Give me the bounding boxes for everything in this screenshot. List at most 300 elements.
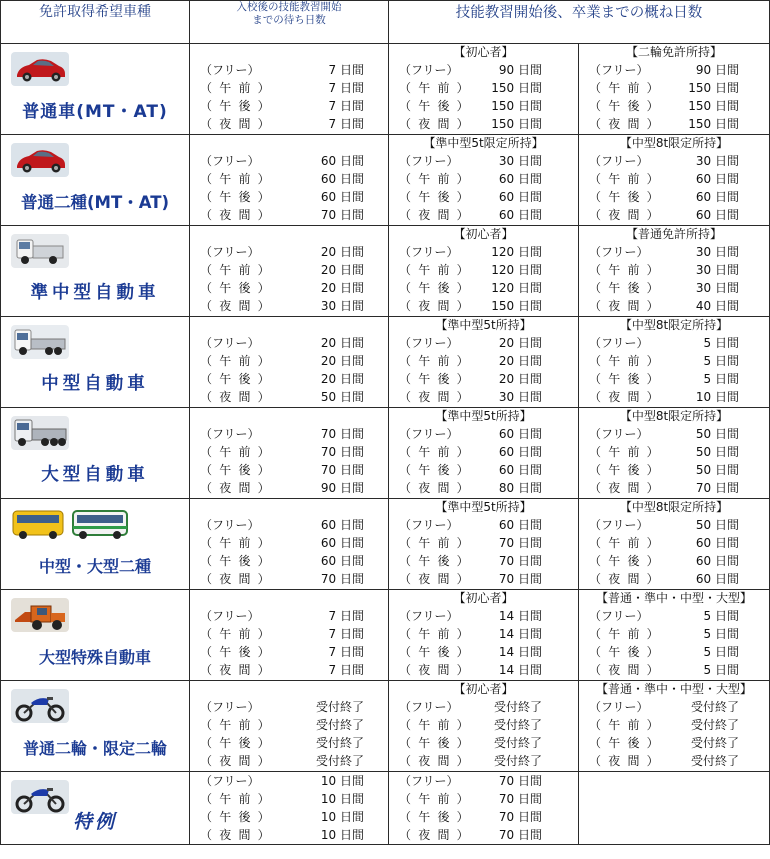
vehicle-cell [1, 590, 190, 681]
days-value: 7 日間 [328, 117, 364, 131]
time-slot-row [196, 188, 382, 206]
days-value: 20 日間 [320, 372, 364, 386]
time-slot-label: （ 午 後 ） [589, 372, 659, 386]
time-slot-label: （ 午 前 ） [589, 81, 659, 95]
large-truck-icon [11, 416, 69, 454]
time-slot-row [585, 479, 763, 497]
days-value: 受付終了 [690, 736, 739, 750]
condition-label: 【準中型5t限定所持】 [423, 136, 544, 150]
days-value: 受付終了 [493, 754, 542, 768]
vehicle-name: 普通車(MT・AT) [22, 102, 168, 122]
time-slot-label: （ 午 前 ） [200, 172, 270, 186]
days-value: 60 日間 [320, 518, 364, 532]
time-slot-label: （ 夜 間 ） [399, 572, 469, 586]
time-slot-label: （ 夜 間 ） [589, 390, 659, 404]
time-slot-label: （ 夜 間 ） [200, 117, 270, 131]
time-slot-row [395, 243, 572, 261]
time-slot-row [196, 461, 382, 479]
time-slot-label: （ 夜 間 ） [399, 390, 469, 404]
vehicle-name: 特例 [72, 811, 117, 833]
time-slot-label: （ 夜 間 ） [399, 208, 469, 222]
days-value: 50 日間 [695, 463, 739, 477]
time-slot-row [585, 752, 763, 770]
time-slot-row [395, 388, 572, 406]
days-value: 60 日間 [320, 172, 364, 186]
time-slot-label: （ 午 前 ） [200, 354, 270, 368]
days-value: 20 日間 [320, 336, 364, 350]
vehicle-name: 中型・大型二種 [38, 557, 151, 576]
days-value: 70 日間 [498, 572, 542, 586]
vehicle-row [1, 135, 770, 226]
time-slot-label: （ 夜 間 ） [589, 572, 659, 586]
days-value: 20 日間 [498, 336, 542, 350]
time-slot-row [196, 170, 382, 188]
days-value: 受付終了 [493, 718, 542, 732]
time-slot-label: （ 午 前 ） [399, 354, 469, 368]
days-value: 60 日間 [320, 536, 364, 550]
time-slot-label: （フリー） [399, 154, 459, 168]
time-slot-label: （ 午 後 ） [200, 554, 270, 568]
time-slot-label: （ 夜 間 ） [200, 663, 270, 677]
time-slot-row [585, 534, 763, 552]
days-value: 60 日間 [320, 190, 364, 204]
graduation-days-cell [389, 317, 579, 408]
time-slot-label: （ 午 後 ） [589, 736, 659, 750]
wait-days-cell [190, 408, 389, 499]
time-slot-label: （ 夜 間 ） [399, 117, 469, 131]
time-slot-row [585, 607, 763, 625]
days-value: 5 日間 [703, 627, 739, 641]
graduation-days-alt-cell [579, 499, 770, 590]
days-value: 60 日間 [320, 154, 364, 168]
graduation-days-cell [389, 772, 579, 845]
time-slot-row [585, 716, 763, 734]
time-slot-row [196, 516, 382, 534]
time-slot-label: （ 午 後 ） [399, 463, 469, 477]
time-slot-row [196, 734, 382, 752]
time-slot-label: （ 夜 間 ） [200, 572, 270, 586]
time-slot-row [395, 97, 572, 115]
time-slot-label: （ 午 後 ） [200, 736, 270, 750]
time-slot-label: （ 夜 間 ） [200, 299, 270, 313]
time-slot-row [395, 370, 572, 388]
time-slot-label: （フリー） [399, 609, 459, 623]
vehicle-name: 中型自動車 [41, 374, 149, 394]
time-slot-row [196, 79, 382, 97]
wait-days-cell [190, 681, 389, 772]
time-slot-row [585, 61, 763, 79]
time-slot-row [585, 698, 763, 716]
vehicle-name: 大型特殊自動車 [38, 648, 151, 667]
time-slot-row [585, 206, 763, 224]
time-slot-row [585, 516, 763, 534]
graduation-days-alt-cell [579, 408, 770, 499]
graduation-days-alt-cell [579, 590, 770, 681]
time-slot-label: （ 午 前 ） [399, 536, 469, 550]
days-value: 14 日間 [498, 609, 542, 623]
time-slot-label: （フリー） [399, 427, 459, 441]
time-slot-row [196, 206, 382, 224]
time-slot-row [395, 734, 572, 752]
time-slot-row [395, 808, 572, 826]
days-value: 70 日間 [498, 828, 542, 842]
time-slot-row [395, 170, 572, 188]
time-slot-row [585, 734, 763, 752]
days-value: 60 日間 [695, 572, 739, 586]
time-slot-label: （ 夜 間 ） [589, 481, 659, 495]
days-value: 150 日間 [491, 99, 542, 113]
time-slot-row [585, 188, 763, 206]
time-slot-row [395, 752, 572, 770]
graduation-days-alt-cell [579, 226, 770, 317]
vehicle-cell [1, 499, 190, 590]
graduation-days-cell [389, 499, 579, 590]
days-value: 20 日間 [320, 263, 364, 277]
days-value: 14 日間 [498, 627, 542, 641]
days-value: 5 日間 [703, 354, 739, 368]
time-slot-label: （フリー） [200, 609, 260, 623]
days-value: 7 日間 [328, 63, 364, 77]
graduation-days-alt-cell [579, 135, 770, 226]
time-slot-row [395, 61, 572, 79]
time-slot-label: （ 午 後 ） [589, 554, 659, 568]
time-slot-row [585, 625, 763, 643]
vehicle-name: 大型自動車 [41, 465, 149, 485]
days-value: 7 日間 [328, 81, 364, 95]
time-slot-row [196, 698, 382, 716]
graduation-days-cell [389, 681, 579, 772]
days-value: 150 日間 [688, 117, 739, 131]
days-value: 20 日間 [498, 372, 542, 386]
vehicle-row [1, 408, 770, 499]
days-value: 90 日間 [695, 63, 739, 77]
days-value: 60 日間 [695, 172, 739, 186]
days-value: 5 日間 [703, 645, 739, 659]
days-value: 受付終了 [315, 718, 364, 732]
days-value: 20 日間 [320, 245, 364, 259]
time-slot-label: （ 午 前 ） [589, 718, 659, 732]
vehicle-row [1, 590, 770, 681]
days-value: 受付終了 [493, 736, 542, 750]
wait-days-cell [190, 499, 389, 590]
condition-label: 【初心者】 [453, 45, 514, 59]
time-slot-label: （ 午 後 ） [589, 645, 659, 659]
time-slot-row [395, 115, 572, 133]
time-slot-row [196, 97, 382, 115]
days-value: 120 日間 [491, 281, 542, 295]
time-slot-label: （ 午 前 ） [399, 445, 469, 459]
time-slot-label: （フリー） [200, 700, 260, 714]
time-slot-row [196, 643, 382, 661]
time-slot-label: （フリー） [200, 518, 260, 532]
vehicle-cell [1, 681, 190, 772]
time-slot-label: （ 夜 間 ） [399, 481, 469, 495]
time-slot-row [395, 826, 572, 844]
graduation-days-cell [389, 590, 579, 681]
time-slot-row [395, 661, 572, 679]
days-value: 5 日間 [703, 372, 739, 386]
time-slot-row [395, 570, 572, 588]
days-value: 70 日間 [320, 572, 364, 586]
header-wait-line2: までの待ち日数 [252, 14, 326, 26]
time-slot-label: （ 夜 間 ） [200, 481, 270, 495]
vehicle-name: 普通二種(MT・AT) [20, 193, 169, 212]
time-slot-row [395, 479, 572, 497]
time-slot-label: （ 夜 間 ） [589, 299, 659, 313]
days-value: 5 日間 [703, 336, 739, 350]
bus-icon [11, 507, 131, 545]
graduation-days-alt-cell [579, 44, 770, 135]
wait-days-cell [190, 590, 389, 681]
time-slot-row [395, 772, 572, 790]
time-slot-label: （ 午 前 ） [200, 718, 270, 732]
time-slot-row [196, 716, 382, 734]
motorcycle-icon [11, 689, 69, 727]
days-value: 60 日間 [695, 536, 739, 550]
time-slot-row [196, 661, 382, 679]
time-slot-row [585, 661, 763, 679]
header-wait-line1: 入校後の技能教習開始 [236, 1, 342, 13]
time-slot-row [196, 61, 382, 79]
days-value: 10 日間 [320, 792, 364, 806]
time-slot-label: （ 午 後 ） [399, 554, 469, 568]
vehicle-row [1, 44, 770, 135]
days-value: 7 日間 [328, 99, 364, 113]
time-slot-row [196, 425, 382, 443]
time-slot-label: （ 夜 間 ） [200, 828, 270, 842]
vehicle-cell [1, 772, 190, 845]
condition-label: 【準中型5t所持】 [435, 500, 532, 514]
days-value: 70 日間 [320, 463, 364, 477]
time-slot-row [585, 552, 763, 570]
header-row [1, 1, 770, 44]
days-value: 150 日間 [688, 81, 739, 95]
vehicle-cell [1, 226, 190, 317]
days-value: 20 日間 [320, 354, 364, 368]
time-slot-row [395, 607, 572, 625]
vehicle-row [1, 772, 770, 845]
time-slot-row [196, 534, 382, 552]
days-value: 30 日間 [320, 299, 364, 313]
days-value: 30 日間 [695, 154, 739, 168]
time-slot-label: （ 午 前 ） [589, 627, 659, 641]
red-sedan-icon [11, 143, 69, 181]
days-value: 60 日間 [695, 554, 739, 568]
time-slot-row [395, 790, 572, 808]
wait-days-cell [190, 772, 389, 845]
wheel-loader-icon [11, 598, 69, 636]
vehicle-row [1, 499, 770, 590]
days-value: 70 日間 [695, 481, 739, 495]
time-slot-row [585, 152, 763, 170]
time-slot-label: （フリー） [399, 336, 459, 350]
time-slot-row [196, 388, 382, 406]
time-slot-row [585, 79, 763, 97]
days-value: 40 日間 [695, 299, 739, 313]
time-slot-label: （ 午 前 ） [589, 445, 659, 459]
time-slot-row [585, 352, 763, 370]
time-slot-row [585, 643, 763, 661]
days-value: 90 日間 [320, 481, 364, 495]
time-slot-label: （ 午 後 ） [200, 810, 270, 824]
time-slot-label: （ 午 前 ） [399, 172, 469, 186]
time-slot-label: （ 午 後 ） [200, 190, 270, 204]
days-value: 14 日間 [498, 663, 542, 677]
days-value: 50 日間 [695, 445, 739, 459]
vehicle-row [1, 317, 770, 408]
wait-days-cell [190, 226, 389, 317]
time-slot-label: （フリー） [200, 63, 260, 77]
vehicle-name: 普通二輪・限定二輪 [22, 739, 167, 758]
medium-truck-icon [11, 325, 69, 363]
days-value: 50 日間 [695, 518, 739, 532]
time-slot-row [585, 97, 763, 115]
time-slot-row [395, 297, 572, 315]
time-slot-row [196, 772, 382, 790]
time-slot-label: （ 午 後 ） [589, 281, 659, 295]
condition-label: 【中型8t限定所持】 [619, 500, 729, 514]
days-value: 60 日間 [498, 172, 542, 186]
header-graduation-days: 技能教習開始後、卒業までの概ね日数 [389, 1, 770, 44]
time-slot-label: （フリー） [589, 609, 649, 623]
days-value: 60 日間 [498, 427, 542, 441]
days-value: 80 日間 [498, 481, 542, 495]
time-slot-label: （ 午 後 ） [399, 99, 469, 113]
time-slot-label: （ 午 前 ） [399, 81, 469, 95]
time-slot-row [585, 570, 763, 588]
time-slot-row [395, 716, 572, 734]
time-slot-row [395, 625, 572, 643]
time-slot-label: （ 夜 間 ） [399, 828, 469, 842]
days-value: 60 日間 [498, 190, 542, 204]
time-slot-label: （ 午 前 ） [399, 627, 469, 641]
vehicle-cell [1, 44, 190, 135]
days-value: 50 日間 [320, 390, 364, 404]
time-slot-row [196, 261, 382, 279]
days-value: 50 日間 [695, 427, 739, 441]
days-value: 70 日間 [498, 554, 542, 568]
time-slot-row [196, 790, 382, 808]
vehicle-cell [1, 408, 190, 499]
time-slot-label: （ 午 後 ） [589, 463, 659, 477]
days-value: 20 日間 [498, 354, 542, 368]
time-slot-row [585, 261, 763, 279]
time-slot-row [196, 826, 382, 844]
time-slot-label: （ 午 後 ） [200, 463, 270, 477]
time-slot-label: （フリー） [200, 245, 260, 259]
days-value: 5 日間 [703, 663, 739, 677]
time-slot-label: （フリー） [399, 700, 459, 714]
days-value: 120 日間 [491, 245, 542, 259]
time-slot-row [196, 352, 382, 370]
time-slot-row [196, 570, 382, 588]
days-value: 7 日間 [328, 627, 364, 641]
days-value: 30 日間 [695, 245, 739, 259]
time-slot-label: （ 午 後 ） [399, 736, 469, 750]
days-value: 150 日間 [688, 99, 739, 113]
days-value: 70 日間 [498, 810, 542, 824]
condition-label: 【普通・準中・中型・大型】 [595, 591, 752, 605]
time-slot-label: （フリー） [399, 245, 459, 259]
days-value: 60 日間 [498, 463, 542, 477]
time-slot-label: （フリー） [200, 427, 260, 441]
graduation-days-cell [389, 44, 579, 135]
time-slot-label: （フリー） [399, 518, 459, 532]
time-slot-row [395, 206, 572, 224]
wait-days-cell [190, 44, 389, 135]
time-slot-label: （ 午 前 ） [589, 172, 659, 186]
days-value: 30 日間 [498, 390, 542, 404]
time-slot-label: （ 夜 間 ） [399, 299, 469, 313]
time-slot-row [395, 443, 572, 461]
time-slot-row [395, 352, 572, 370]
time-slot-label: （ 午 後 ） [399, 190, 469, 204]
days-value: 10 日間 [320, 828, 364, 842]
time-slot-label: （フリー） [200, 774, 260, 788]
time-slot-label: （フリー） [589, 63, 649, 77]
time-slot-row [395, 516, 572, 534]
vehicle-row [1, 681, 770, 772]
days-value: 60 日間 [695, 190, 739, 204]
time-slot-row [395, 461, 572, 479]
time-slot-label: （ 午 後 ） [399, 372, 469, 386]
time-slot-row [395, 698, 572, 716]
days-value: 受付終了 [690, 700, 739, 714]
condition-label: 【準中型5t所持】 [435, 409, 532, 423]
time-slot-row [395, 188, 572, 206]
days-value: 150 日間 [491, 299, 542, 313]
time-slot-label: （ 午 前 ） [200, 792, 270, 806]
time-slot-label: （ 午 前 ） [399, 718, 469, 732]
time-slot-label: （ 午 後 ） [589, 99, 659, 113]
time-slot-row [585, 334, 763, 352]
time-slot-label: （ 夜 間 ） [399, 754, 469, 768]
days-value: 受付終了 [315, 736, 364, 750]
days-value: 60 日間 [498, 208, 542, 222]
time-slot-label: （フリー） [399, 63, 459, 77]
days-value: 受付終了 [315, 754, 364, 768]
time-slot-label: （ 夜 間 ） [589, 117, 659, 131]
time-slot-row [395, 552, 572, 570]
time-slot-label: （ 夜 間 ） [399, 663, 469, 677]
graduation-days-alt-cell [579, 772, 770, 845]
time-slot-label: （ 午 前 ） [399, 263, 469, 277]
time-slot-row [196, 279, 382, 297]
time-slot-row [196, 152, 382, 170]
days-value: 60 日間 [498, 518, 542, 532]
time-slot-row [585, 279, 763, 297]
condition-label: 【中型8t限定所持】 [619, 409, 729, 423]
time-slot-label: （ 夜 間 ） [589, 208, 659, 222]
time-slot-row [196, 625, 382, 643]
condition-label: 【中型8t限定所持】 [619, 136, 729, 150]
days-value: 120 日間 [491, 263, 542, 277]
time-slot-row [585, 243, 763, 261]
time-slot-row [395, 152, 572, 170]
days-value: 90 日間 [498, 63, 542, 77]
time-slot-label: （ 夜 間 ） [589, 754, 659, 768]
days-value: 70 日間 [320, 208, 364, 222]
time-slot-label: （ 午 前 ） [589, 536, 659, 550]
time-slot-label: （ 夜 間 ） [200, 754, 270, 768]
time-slot-row [585, 297, 763, 315]
graduation-days-alt-cell [579, 681, 770, 772]
time-slot-row [395, 79, 572, 97]
days-value: 5 日間 [703, 609, 739, 623]
time-slot-label: （ 午 後 ） [200, 281, 270, 295]
time-slot-row [196, 479, 382, 497]
days-value: 受付終了 [493, 700, 542, 714]
